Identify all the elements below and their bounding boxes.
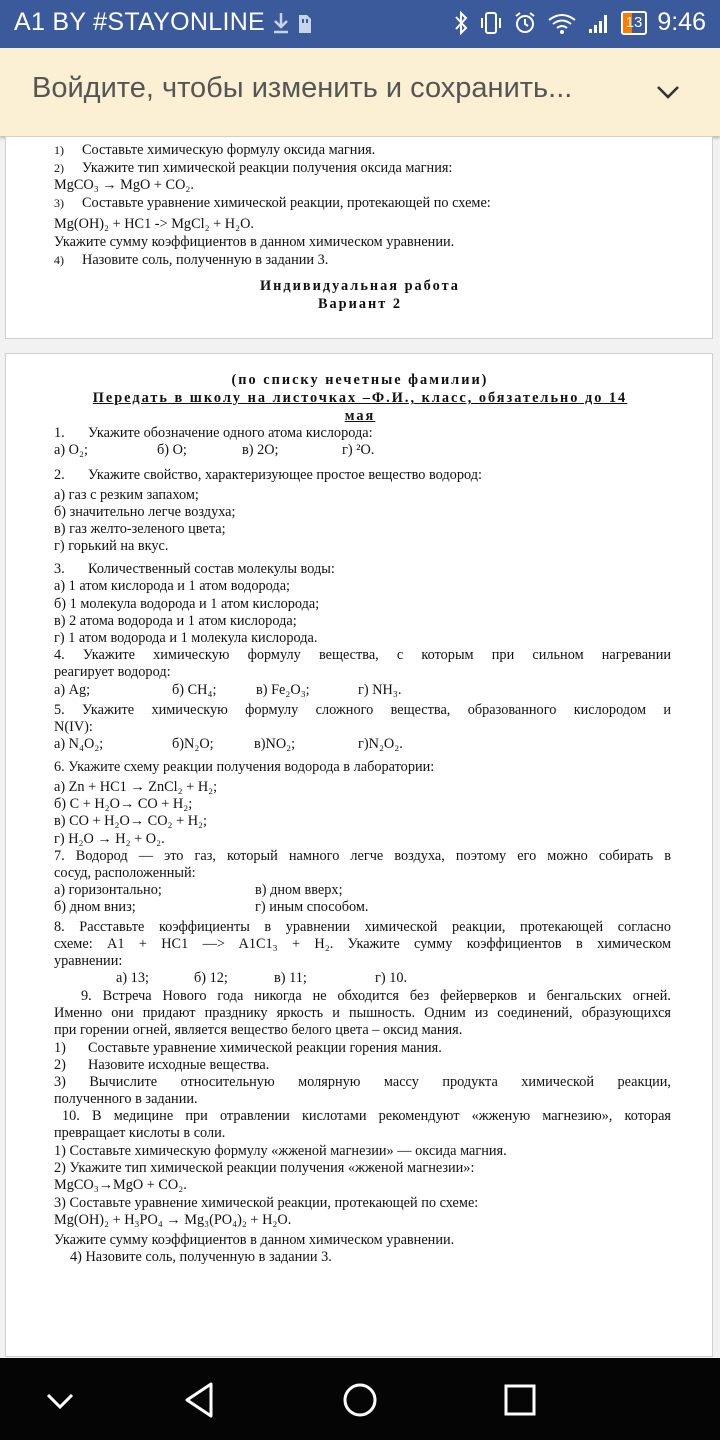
document-page-1 xyxy=(5,136,713,339)
banner-text: Войдите, чтобы изменить и сохранить... xyxy=(32,72,573,104)
q6-option-c: в) CO + H₂O→ CO₂ + H₂; xyxy=(54,813,208,829)
q2-text: 2. Укажите свойство, характеризующее простое вещество водород: xyxy=(54,467,482,483)
q8-text-2: схеме: A1 + HC1 —> A1C1₃ + H₂. Укажите сумму коэффициентов в химическом xyxy=(54,936,671,952)
q6-text: 6. Укажите схему реакции получения водорода в лаборатории: xyxy=(54,759,435,775)
q10-sub-4: 4) Назовите соль, полученную в задании 3. xyxy=(70,1249,332,1265)
p2-heading-2a: Передать в школу на листочках –Ф.И., класс, обязательно до 14 xyxy=(92,390,628,406)
q2-option-c: в) газ желто-зеленого цвета; xyxy=(54,521,226,537)
q5-text-2: N(IV): xyxy=(54,719,93,735)
document-page-2: (по списку нечетные фамилии) Передать в школу на листочках –Ф.И., класс, обязательно до 14 мая 1. Укажите обозначение одного атома кислорода: а) O₂; б) O; в) 2O; г) ²O. 2. Укажите свойство, характеризующее простое вещество водород: а) газ с резким запахом; б) значительно легче воздуха; в) газ желто-зеленого цвета; г) горький на вкус. 3. Количественный состав молекулы воды: а) 1 атом кислорода и 1 атом водорода; б) 1 молекула водорода и 1 атом кислорода; в) 2 атома водорода и 1 атом кислорода; г) 1 атом водорода и 1 молекула кислорода. 4. Укажите химическую формулу вещества, с которым при сильном нагревании реагирует водород: а) Ag; б) CH₄; в) Fe₂O₃; г) NH₃. 5. Укажите химическую формулу сложного вещества, образованного кислородом и N(IV): а) N₄O₂; б)N₂O; в)NO₂; г)N₂O₂. 6. Укажите схему реакции получения водорода в лаборатории: а) Zn + HC1 → ZnCl₂ + H₂; б) C + H₂O→ CO + H₂; в) CO + H₂O→ CO₂ + H₂; г) H₂O → H₂ + O₂. 7. Водород — это газ, который намного легче воздуха, поэтому его можно собирать в сосуд, расположенный: а) горизонтально; в) дном вверх; б) дном вниз; г) иным способом. 8. Расставьте коэффициенты в уравнении химической реакции, протекающей согласно схеме: A1 + HC1 —> A1C1₃ + H₂. Укажите сумму коэффициентов в химическом уравнении: а) 13; б) 12; в) 11; г) 10. 9. Встреча Нового года никогда не обходится без фейерверков и бенгальских огней. Именно они придают празднику яркость и пышность. Одним из соединений, образующихся при горении огней, является вещество белого цвета – оксид мания. 1) Составьте уравнение химической реакции горения мания. 2) Назовите исходные вещества. 3) Вычислите относительную молярную массу продукта химической реакции, полученного в задании. 10. В медицине при отравлении кислотами рекомендуют «жженую магнезию», которая превращает кислоты в соли. 1) Составьте химическую формулу «жженой магнезии» — оксида магния. 2) Укажите тип химической реакции получения «жженой магнезии»: MgCO₃→MgO + CO₂. 3) Составьте уравнение химической реакции, протекающей по схеме: Mg(OH)₂ + H₃PO₄ → Mg₃(PO₄)₂ + H₂O. Укажите сумму коэффициентов в данном химическом уравнении. 4) Назовите соль, полученную в задании 3. xyxy=(5,353,713,1357)
status-bar xyxy=(0,0,720,48)
q1-text: 1. Укажите обозначение одного атома кислорода: xyxy=(54,425,373,441)
p1-line-4: 3) Составьте уравнение химической реакции, протекающей по схеме: xyxy=(54,195,491,211)
back-triangle-icon[interactable] xyxy=(178,1378,222,1422)
q3-option-b: б) 1 молекула водорода и 1 атом кислорода; xyxy=(54,596,320,612)
p1-line-1: 1) Составьте химическую формулу оксида магния. xyxy=(54,142,376,158)
signal-icon xyxy=(587,11,611,35)
q10-sub-3-formula: Mg(OH)₂ + H₃PO₄ → Mg₃(PO₄)₂ + H₂O. xyxy=(54,1212,292,1228)
recents-square-icon[interactable] xyxy=(498,1378,542,1422)
q9-sub-2: 2) Назовите исходные вещества. xyxy=(54,1057,270,1073)
q9-sub-1: 1) Составьте уравнение химической реакции горения мания. xyxy=(54,1040,442,1056)
p1-line-5: Mg(OH)₂ + HC1 -> MgCl₂ + H₂O. xyxy=(54,216,254,232)
q6-option-b: б) C + H₂O→ CO + H₂; xyxy=(54,796,193,812)
navigation-bar xyxy=(0,1358,720,1440)
q4-text-2: реагирует водород: xyxy=(54,664,171,680)
q9-text-1: 9. Встреча Нового года никогда не обходится без фейерверков и бенгальских огней. xyxy=(81,988,671,1004)
battery-level: 13 xyxy=(625,13,643,31)
q2-option-a: а) газ с резким запахом; xyxy=(54,487,199,503)
p1-title-2: Вариант 2 xyxy=(317,296,402,312)
chevron-down-icon[interactable] xyxy=(656,80,680,104)
q10-sub-3-sum: Укажите сумму коэффициентов в данном химическом уравнении. xyxy=(54,1232,455,1248)
alarm-icon xyxy=(513,10,537,36)
q2-option-d: г) горький на вкус. xyxy=(54,538,169,554)
q4-text-1: 4. Укажите химическую формулу вещества, с которым при сильном нагревании xyxy=(54,647,671,663)
q8-text-1: 8. Расставьте коэффициенты в уравнении химической реакции, протекающей согласно xyxy=(54,919,671,935)
q5-text-1: 5. Укажите химическую формулу сложного вещества, образованного кислородом и xyxy=(54,702,671,718)
home-circle-icon[interactable] xyxy=(338,1378,382,1422)
q6-option-a: а) Zn + HC1 → ZnCl₂ + H₂; xyxy=(54,779,218,795)
p2-heading-1: (по списку нечетные фамилии) xyxy=(231,372,489,388)
q3-option-d: г) 1 атом водорода и 1 молекула кислорода. xyxy=(54,630,318,646)
p1-title-1: Индивидуальная работа xyxy=(260,278,460,294)
q7-text-2: сосуд, расположенный: xyxy=(54,865,196,881)
sd-card-icon xyxy=(297,11,313,35)
q2-option-b: б) значительно легче воздуха; xyxy=(54,504,236,520)
battery-icon xyxy=(621,11,648,35)
sign-in-banner[interactable] xyxy=(0,48,720,136)
q9-text-2: Именно они придают празднику яркость и пышность. Одним из соединений, образующихся xyxy=(54,1005,671,1021)
q9-text-3: при горении огней, является вещество белого цвета – оксид мания. xyxy=(54,1022,463,1038)
p1-line-3: MgCO₃ → MgO + CO₂. xyxy=(54,177,194,193)
q3-option-c: в) 2 атома водорода и 1 атом кислорода; xyxy=(54,613,297,629)
download-icon xyxy=(271,11,291,35)
wifi-icon xyxy=(547,10,577,36)
q3-text: 3. Количественный состав молекулы воды: xyxy=(54,561,335,577)
p2-heading-2b: мая xyxy=(344,408,376,424)
q10-sub-2-formula: MgCO₃→MgO + CO₂. xyxy=(54,1177,187,1193)
p1-line-7: 4) Назовите соль, полученную в задании 3. xyxy=(54,252,329,268)
carrier-label: A1 BY #STAYONLINE xyxy=(14,8,266,36)
p1-line-6: Укажите сумму коэффициентов в данном химическом уравнении. xyxy=(54,234,455,250)
status-right xyxy=(453,8,706,37)
q8-text-3: уравнении: xyxy=(54,953,123,969)
q7-text-1: 7. Водород — это газ, который намного легче воздуха, поэтому его можно собирать в xyxy=(54,848,671,864)
q10-sub-1: 1) Составьте химическую формулу «жженой магнезии» — оксида магния. xyxy=(54,1143,507,1159)
chevron-down-icon[interactable] xyxy=(38,1378,82,1422)
q6-option-d: г) H₂O → H₂ + O₂. xyxy=(54,831,165,847)
q9-sub-3a: 3) Вычислите относительную молярную массу продукта химической реакции, xyxy=(54,1074,671,1090)
bluetooth-icon xyxy=(453,10,469,36)
q3-option-a: а) 1 атом кислорода и 1 атом водорода; xyxy=(54,578,291,594)
status-left xyxy=(14,8,313,37)
vibrate-icon xyxy=(479,10,503,36)
q10-text-2: превращает кислоты в соли. xyxy=(54,1125,226,1141)
q10-sub-2: 2) Укажите тип химической реакции получения «жженой магнезии»: xyxy=(54,1160,475,1176)
q9-sub-3b: полученного в задании. xyxy=(54,1091,198,1107)
q10-sub-3: 3) Составьте уравнение химической реакции, протекающей по схеме: xyxy=(54,1195,479,1211)
clock: 9:46 xyxy=(657,8,706,36)
p1-line-2: 2) Укажите тип химической реакции получения оксида магния: xyxy=(54,160,453,176)
q10-text-1: 10. В медицине при отравлении кислотами рекомендуют «жженую магнезию», которая xyxy=(62,1108,671,1124)
